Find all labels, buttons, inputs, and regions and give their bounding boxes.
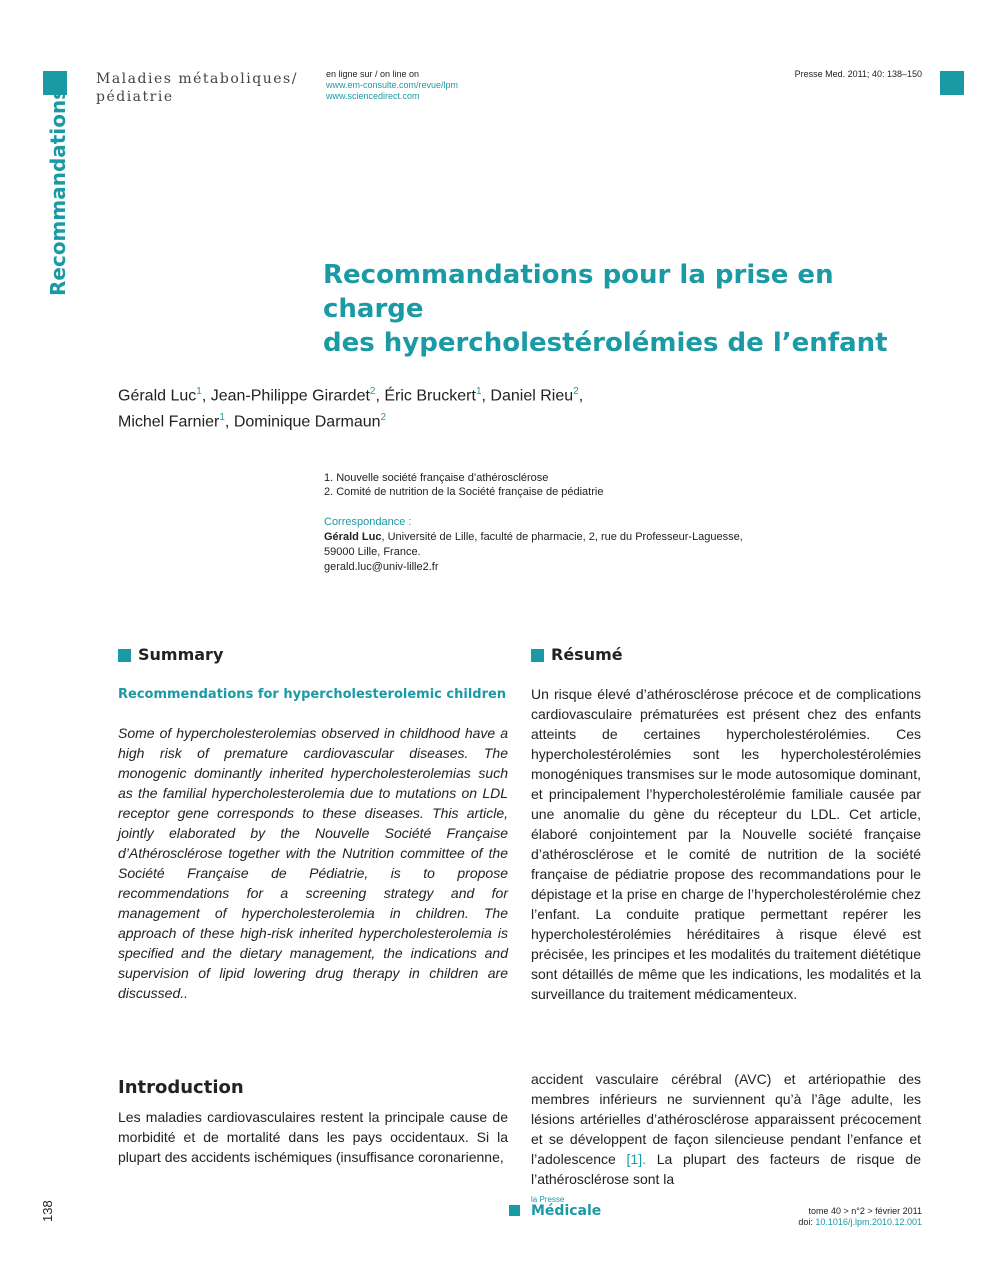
title-line-2: des hypercholestérolémies de l’enfant bbox=[323, 328, 888, 358]
doi-line bbox=[720, 1217, 922, 1228]
author-name: Éric Bruckert bbox=[384, 387, 476, 405]
summary-text: Some of hypercholesterolemias observed in childhood have a high risk of premature cardiovascular diseases. The monogenic dominantly inherited hypercholesterolemias such as the familial hypercholesterolemia due to mutations on LDL receptor gene corresponds to these diseases. This article, jointly elaborated by the Nouvelle Société Française d’Athérosclérose together with the Nutrition committee of the Société Française de Pédiatrie, is to propose recommendations for a screening strategy and for management of hypercholesterolemia in children. The approach of these high-risk inherited hypercholesterolemia is specified and the dietary management, the indications and supervision of lipid lowering drug therapy in children are discussed.. bbox=[118, 725, 508, 1001]
article-title bbox=[323, 258, 943, 360]
correspondence bbox=[324, 515, 884, 575]
introduction-col2-text: accident vasculaire cérébral (AVC) et artériopathie des membres inférieurs ne surviennent qu’à l’âge adulte, les lésions artérielles d’athérosclérose apparaissent précocement et se développent de façon silencieuse pendant l’enfance et l’adolescence bbox=[531, 1071, 921, 1167]
side-section-text: Recommandations bbox=[46, 87, 70, 296]
summary-heading: Summary bbox=[138, 645, 224, 664]
author-separator: , bbox=[375, 387, 385, 405]
online-label: en ligne sur / on line on bbox=[326, 69, 420, 79]
section-line-2: pédiatrie bbox=[96, 89, 174, 105]
author-name: Jean-Philippe Girardet bbox=[210, 387, 370, 405]
introduction-col2 bbox=[531, 1069, 921, 1189]
issue-line: tome 40 > n°2 > février 2011 bbox=[808, 1206, 922, 1216]
author-affiliation-mark: 1 bbox=[196, 386, 202, 397]
author-name: Michel Farnier bbox=[118, 413, 220, 431]
resume-heading: Résumé bbox=[551, 645, 623, 664]
author-separator: , bbox=[201, 387, 211, 405]
affiliation-1: 1. Nouvelle société française d’athérosclérose bbox=[324, 472, 549, 484]
affiliations bbox=[324, 471, 824, 499]
online-block bbox=[326, 69, 546, 102]
introduction-heading: Introduction bbox=[118, 1077, 244, 1098]
journal-logo bbox=[531, 1195, 601, 1218]
correspondence-email[interactable]: gerald.luc@univ-lille2.fr bbox=[324, 561, 439, 573]
url-em-consulte[interactable]: www.em-consulte.com/revue/lpm bbox=[326, 80, 459, 90]
reference-link[interactable]: [1]. bbox=[626, 1151, 647, 1167]
introduction-col1: Les maladies cardiovasculaires restent la principale cause de morbidité et de mortalité dans les pays occidentaux. Si la plupart des accidents ischémiques (insuffisance coronarienne, bbox=[118, 1109, 508, 1165]
correspondence-name: Gérald Luc bbox=[324, 531, 382, 543]
summary-bullet bbox=[118, 649, 131, 662]
issue-info bbox=[720, 1206, 922, 1228]
author-affiliation-mark: 1 bbox=[219, 412, 225, 424]
journal-citation: Presse Med. 2011; 40: 138–150 bbox=[794, 69, 922, 79]
title-line-1: Recommandations pour la prise en charge bbox=[323, 260, 834, 324]
page-number-wrap bbox=[36, 1188, 62, 1228]
corner-square-right bbox=[940, 71, 964, 95]
correspondence-line-1 bbox=[324, 530, 884, 545]
page-number: 138 bbox=[40, 1200, 55, 1222]
affiliation-2: 2. Comité de nutrition de la Société française de pédiatrie bbox=[324, 486, 604, 498]
doi-link[interactable]: 10.1016/j.lpm.2010.12.001 bbox=[815, 1217, 922, 1227]
url-sciencedirect[interactable]: www.sciencedirect.com bbox=[326, 91, 420, 101]
correspondence-address: , Université de Lille, faculté de pharmacie, 2, rue du Professeur-Laguesse, bbox=[381, 531, 743, 543]
summary-subtitle: Recommendations for hypercholesterolemic children bbox=[118, 687, 507, 702]
section-category bbox=[96, 70, 316, 106]
author-separator: , bbox=[224, 413, 234, 431]
logo-top-text: la Presse bbox=[531, 1195, 565, 1204]
author-list bbox=[118, 381, 638, 434]
resume-bullet bbox=[531, 649, 544, 662]
author-affiliation-mark: 2 bbox=[380, 412, 387, 424]
side-section-label bbox=[34, 87, 74, 298]
author-affiliation-mark: 1 bbox=[475, 386, 482, 397]
section-line-1: Maladies métaboliques/ bbox=[96, 71, 298, 87]
author-name: Dominique Darmaun bbox=[233, 413, 381, 431]
resume-text: Un risque élevé d’athérosclérose précoce et de complications cardiovasculaire prématurées est présent chez des enfants atteints de certaines hypercholestérolémies. Ces hypercholestérolémies sont les hypercholestérolémies monogéniques transmises sur le mode autosomique dominant, et principalement l’hypercholestérolémie familiale causée par une anomalie du gène du récepteur du LDL. Cet article, élaboré conjointement par la Nouvelle société française d’athérosclérose et le comité de nutrition de la société française de pédiatrie propose des recommandations pour le dépistage et la prise en charge de l’hypercholestérolémie chez l’enfant. La conduite pratique permettant repérer les hypercholestérolémies héréditaires à risque élevé est précisée, les principes et les modalités du traitement diététique sont détaillés de même que les indications, les modalités et la surveillance du traitement médicamenteux. bbox=[531, 686, 921, 1002]
author-affiliation-mark: 2 bbox=[369, 386, 376, 397]
author-separator: , bbox=[481, 387, 491, 405]
correspondence-line-2: 59000 Lille, France. bbox=[324, 546, 421, 558]
logo-main-text: Médicale bbox=[531, 1203, 602, 1219]
doi-label: doi: bbox=[798, 1217, 816, 1227]
correspondence-label: Correspondance : bbox=[324, 516, 412, 528]
journal-logo-square bbox=[509, 1205, 520, 1216]
author-name: Daniel Rieu bbox=[490, 387, 574, 405]
introduction-col2-text-cont: La plupart des facteurs de risque de l’athérosclérose sont la bbox=[531, 1151, 921, 1187]
author-line-2 bbox=[118, 407, 638, 433]
author-line-1 bbox=[118, 381, 638, 407]
author-affiliation-mark: 2 bbox=[573, 386, 579, 397]
author-separator: , bbox=[578, 387, 584, 405]
author-name: Gérald Luc bbox=[118, 387, 197, 405]
